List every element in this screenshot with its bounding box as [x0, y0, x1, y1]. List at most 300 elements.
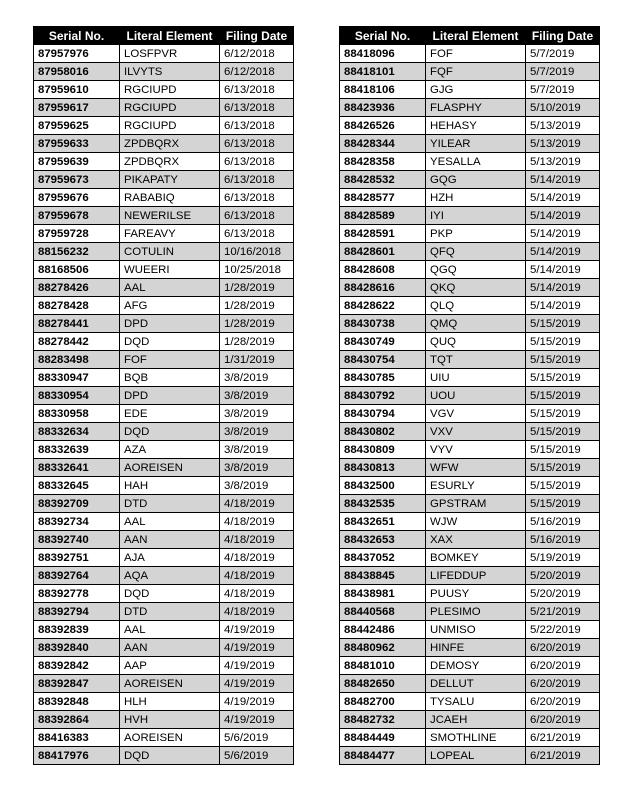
literal-element-cell: HAH [120, 477, 220, 495]
serial-no-cell: 88430749 [340, 333, 426, 351]
literal-element-cell: VGV [426, 405, 526, 423]
table-row [340, 315, 600, 333]
filing-date-cell: 5/14/2019 [526, 225, 600, 243]
filing-date-cell: 5/15/2019 [526, 405, 600, 423]
serial-no-cell: 88482650 [340, 675, 426, 693]
filing-date-cell: 5/14/2019 [526, 189, 600, 207]
literal-element-cell: AAP [120, 657, 220, 675]
table-row [340, 333, 600, 351]
filing-date-cell: 5/7/2019 [526, 63, 600, 81]
serial-no-cell: 88392864 [34, 711, 120, 729]
serial-no-cell: 88278441 [34, 315, 120, 333]
table-row [34, 297, 294, 315]
filing-date-cell: 5/7/2019 [526, 81, 600, 99]
filing-date-cell: 4/19/2019 [220, 621, 294, 639]
filing-date-cell: 5/7/2019 [526, 45, 600, 63]
filing-date-cell: 6/21/2019 [526, 729, 600, 747]
table-row [340, 297, 600, 315]
literal-element-cell: AJA [120, 549, 220, 567]
literal-element-cell: AOREISEN [120, 675, 220, 693]
table-row [34, 225, 294, 243]
literal-element-cell: AFG [120, 297, 220, 315]
filing-date-cell: 6/13/2018 [220, 117, 294, 135]
serial-no-cell: 88428591 [340, 225, 426, 243]
table-row [340, 747, 600, 765]
literal-element-cell: LOPEAL [426, 747, 526, 765]
table-row [340, 603, 600, 621]
serial-no-cell: 87957976 [34, 45, 120, 63]
literal-element-cell: RGCIUPD [120, 117, 220, 135]
literal-element-cell: AOREISEN [120, 459, 220, 477]
serial-no-cell: 87959617 [34, 99, 120, 117]
literal-element-cell: HZH [426, 189, 526, 207]
serial-no-cell: 87959676 [34, 189, 120, 207]
table-row [34, 441, 294, 459]
filing-date-cell: 5/15/2019 [526, 495, 600, 513]
literal-element-cell: DTD [120, 495, 220, 513]
serial-no-cell: 88482732 [340, 711, 426, 729]
literal-element-cell: BOMKEY [426, 549, 526, 567]
table-row [34, 711, 294, 729]
filing-date-cell: 4/18/2019 [220, 513, 294, 531]
filings-table-left [33, 26, 294, 765]
serial-no-cell: 88278442 [34, 333, 120, 351]
serial-no-cell: 88430792 [340, 387, 426, 405]
table-row [34, 261, 294, 279]
filing-date-cell: 5/20/2019 [526, 585, 600, 603]
literal-element-cell: ILVYTS [120, 63, 220, 81]
table-row [34, 117, 294, 135]
serial-no-cell: 88392847 [34, 675, 120, 693]
serial-no-cell: 88428532 [340, 171, 426, 189]
serial-no-cell: 88430785 [340, 369, 426, 387]
literal-element-cell: ZPDBQRX [120, 153, 220, 171]
table-row [340, 99, 600, 117]
serial-no-cell: 88437052 [340, 549, 426, 567]
serial-no-cell: 88278426 [34, 279, 120, 297]
filing-date-cell: 4/19/2019 [220, 639, 294, 657]
filing-date-cell: 3/8/2019 [220, 405, 294, 423]
literal-element-cell: DELLUT [426, 675, 526, 693]
table-row [34, 639, 294, 657]
serial-no-cell: 88432653 [340, 531, 426, 549]
literal-element-cell: AAN [120, 639, 220, 657]
filing-date-cell: 6/20/2019 [526, 675, 600, 693]
table-row [34, 387, 294, 405]
table-row [34, 63, 294, 81]
literal-element-cell: DQD [120, 333, 220, 351]
filing-date-cell: 5/6/2019 [220, 729, 294, 747]
filing-date-cell: 5/15/2019 [526, 441, 600, 459]
serial-no-cell: 88480962 [340, 639, 426, 657]
table-row [34, 99, 294, 117]
table-row [340, 261, 600, 279]
table-row [340, 351, 600, 369]
filing-date-cell: 5/14/2019 [526, 207, 600, 225]
filing-date-cell: 1/28/2019 [220, 279, 294, 297]
literal-element-cell: RGCIUPD [120, 99, 220, 117]
serial-no-cell: 88392848 [34, 693, 120, 711]
filing-date-cell: 4/19/2019 [220, 657, 294, 675]
serial-no-cell: 87958016 [34, 63, 120, 81]
filing-date-cell: 5/22/2019 [526, 621, 600, 639]
literal-element-cell: PLESIMO [426, 603, 526, 621]
filing-date-cell: 5/16/2019 [526, 513, 600, 531]
literal-element-cell: AAL [120, 513, 220, 531]
table-row [34, 747, 294, 765]
filing-date-cell: 4/18/2019 [220, 495, 294, 513]
serial-no-cell: 87959610 [34, 81, 120, 99]
literal-element-cell: IYI [426, 207, 526, 225]
table-row [340, 63, 600, 81]
literal-element-cell: TYSALU [426, 693, 526, 711]
filing-date-cell: 6/13/2018 [220, 99, 294, 117]
literal-element-cell: PKP [426, 225, 526, 243]
literal-element-cell: QFQ [426, 243, 526, 261]
table-row [34, 243, 294, 261]
table-row [34, 45, 294, 63]
literal-element-cell: VYV [426, 441, 526, 459]
serial-no-cell: 88392839 [34, 621, 120, 639]
table-row [340, 459, 600, 477]
filing-date-cell: 1/28/2019 [220, 333, 294, 351]
serial-no-cell: 88423936 [340, 99, 426, 117]
serial-no-cell: 88168506 [34, 261, 120, 279]
literal-element-cell: WFW [426, 459, 526, 477]
filing-date-cell: 5/15/2019 [526, 459, 600, 477]
table-row [340, 279, 600, 297]
filing-date-cell: 3/8/2019 [220, 369, 294, 387]
table-row [340, 711, 600, 729]
literal-element-cell: GPSTRAM [426, 495, 526, 513]
literal-element-cell: FLASPHY [426, 99, 526, 117]
serial-no-cell: 88428608 [340, 261, 426, 279]
literal-element-cell: AAN [120, 531, 220, 549]
serial-no-cell: 88392709 [34, 495, 120, 513]
table-row [340, 639, 600, 657]
serial-no-cell: 88428589 [340, 207, 426, 225]
serial-no-cell: 88332645 [34, 477, 120, 495]
table-row [34, 675, 294, 693]
table-row [340, 45, 600, 63]
table-row [34, 477, 294, 495]
serial-no-cell: 88428577 [340, 189, 426, 207]
serial-no-cell: 88428622 [340, 297, 426, 315]
serial-no-cell: 88430754 [340, 351, 426, 369]
table-row [34, 603, 294, 621]
filing-date-cell: 5/14/2019 [526, 171, 600, 189]
table-row [340, 153, 600, 171]
literal-element-cell: HINFE [426, 639, 526, 657]
serial-no-cell: 88392764 [34, 567, 120, 585]
table-row [340, 495, 600, 513]
literal-element-cell: DPD [120, 315, 220, 333]
literal-element-cell: ZPDBQRX [120, 135, 220, 153]
serial-no-cell: 88156232 [34, 243, 120, 261]
literal-element-cell: LOSFPVR [120, 45, 220, 63]
serial-no-cell: 88438845 [340, 567, 426, 585]
literal-element-cell: PUUSY [426, 585, 526, 603]
table-row [34, 135, 294, 153]
literal-element-cell: QLQ [426, 297, 526, 315]
filing-date-cell: 10/16/2018 [220, 243, 294, 261]
table-row [340, 81, 600, 99]
filing-date-cell: 5/15/2019 [526, 333, 600, 351]
table-row [34, 351, 294, 369]
table-row [340, 549, 600, 567]
filing-date-cell: 10/25/2018 [220, 261, 294, 279]
serial-no-cell: 87959625 [34, 117, 120, 135]
filing-date-cell: 6/12/2018 [220, 63, 294, 81]
table-row [340, 405, 600, 423]
serial-no-cell: 88428358 [340, 153, 426, 171]
filing-date-cell: 5/14/2019 [526, 297, 600, 315]
filing-date-cell: 5/14/2019 [526, 243, 600, 261]
literal-element-cell: DEMOSY [426, 657, 526, 675]
table-row [34, 171, 294, 189]
filing-date-cell: 5/15/2019 [526, 423, 600, 441]
serial-no-cell: 88430794 [340, 405, 426, 423]
serial-no-cell: 87959633 [34, 135, 120, 153]
literal-element-cell: COTULIN [120, 243, 220, 261]
literal-element-cell: LIFEDDUP [426, 567, 526, 585]
literal-element-cell: YILEAR [426, 135, 526, 153]
filing-date-cell: 3/8/2019 [220, 459, 294, 477]
serial-no-cell: 87959678 [34, 207, 120, 225]
literal-element-cell: GJG [426, 81, 526, 99]
filing-date-cell: 4/18/2019 [220, 603, 294, 621]
serial-no-cell: 88430738 [340, 315, 426, 333]
table-row [340, 531, 600, 549]
table-row [34, 207, 294, 225]
literal-element-header: Literal Element [426, 27, 526, 45]
serial-no-cell: 88330958 [34, 405, 120, 423]
table-row [34, 567, 294, 585]
serial-no-cell: 88392740 [34, 531, 120, 549]
table-row [34, 333, 294, 351]
table-row [340, 369, 600, 387]
filing-date-cell: 6/13/2018 [220, 171, 294, 189]
filing-date-cell: 5/14/2019 [526, 279, 600, 297]
serial-no-cell: 87959639 [34, 153, 120, 171]
table-row [340, 657, 600, 675]
serial-no-cell: 88432535 [340, 495, 426, 513]
table-row [34, 423, 294, 441]
filings-table-right [339, 26, 600, 765]
filing-date-cell: 6/13/2018 [220, 225, 294, 243]
table-row [34, 405, 294, 423]
literal-element-cell: AZA [120, 441, 220, 459]
filing-date-cell: 5/21/2019 [526, 603, 600, 621]
filing-date-cell: 4/19/2019 [220, 711, 294, 729]
literal-element-cell: AAL [120, 279, 220, 297]
table-row [340, 387, 600, 405]
literal-element-cell: VXV [426, 423, 526, 441]
literal-element-header: Literal Element [120, 27, 220, 45]
table-row [34, 531, 294, 549]
serial-no-cell: 88432500 [340, 477, 426, 495]
serial-no-cell: 88418096 [340, 45, 426, 63]
filing-date-cell: 1/28/2019 [220, 315, 294, 333]
filing-date-cell: 4/19/2019 [220, 693, 294, 711]
filing-date-cell: 6/20/2019 [526, 639, 600, 657]
table-row [340, 477, 600, 495]
serial-no-cell: 88330947 [34, 369, 120, 387]
filing-date-cell: 5/15/2019 [526, 369, 600, 387]
literal-element-cell: QKQ [426, 279, 526, 297]
literal-element-cell: EDE [120, 405, 220, 423]
filing-date-cell: 3/8/2019 [220, 387, 294, 405]
literal-element-cell: PIKAPATY [120, 171, 220, 189]
literal-element-cell: HEHASY [426, 117, 526, 135]
table-row [340, 441, 600, 459]
table-row [34, 315, 294, 333]
filing-date-cell: 6/13/2018 [220, 135, 294, 153]
serial-no-cell: 88432651 [340, 513, 426, 531]
table-row [340, 585, 600, 603]
serial-no-cell: 88392734 [34, 513, 120, 531]
serial-no-cell: 88484477 [340, 747, 426, 765]
filing-date-cell: 6/13/2018 [220, 153, 294, 171]
filing-date-cell: 5/15/2019 [526, 351, 600, 369]
filing-date-cell: 5/13/2019 [526, 117, 600, 135]
table-row [34, 279, 294, 297]
serial-no-cell: 88278428 [34, 297, 120, 315]
literal-element-cell: AAL [120, 621, 220, 639]
literal-element-cell: TQT [426, 351, 526, 369]
serial-no-cell: 88332639 [34, 441, 120, 459]
serial-no-cell: 88283498 [34, 351, 120, 369]
filing-date-cell: 5/15/2019 [526, 387, 600, 405]
table-row [340, 207, 600, 225]
serial-no-cell: 88332634 [34, 423, 120, 441]
serial-no-cell: 88392794 [34, 603, 120, 621]
literal-element-cell: DQD [120, 423, 220, 441]
serial-no-cell: 88440568 [340, 603, 426, 621]
filing-date-cell: 1/28/2019 [220, 297, 294, 315]
filing-date-cell: 6/20/2019 [526, 693, 600, 711]
table-row [34, 153, 294, 171]
table-row [340, 171, 600, 189]
literal-element-cell: AQA [120, 567, 220, 585]
serial-no-cell: 88430809 [340, 441, 426, 459]
literal-element-cell: RABABIQ [120, 189, 220, 207]
literal-element-cell: UNMISO [426, 621, 526, 639]
filing-date-cell: 5/19/2019 [526, 549, 600, 567]
literal-element-cell: SMOTHLINE [426, 729, 526, 747]
serial-no-cell: 88426526 [340, 117, 426, 135]
serial-no-cell: 88481010 [340, 657, 426, 675]
literal-element-cell: FOF [120, 351, 220, 369]
filing-date-cell: 5/10/2019 [526, 99, 600, 117]
literal-element-cell: HLH [120, 693, 220, 711]
filing-date-cell: 6/13/2018 [220, 81, 294, 99]
table-row [34, 657, 294, 675]
filing-date-cell: 5/20/2019 [526, 567, 600, 585]
literal-element-cell: GQG [426, 171, 526, 189]
table-row [340, 567, 600, 585]
filing-date-cell: 6/13/2018 [220, 207, 294, 225]
table-row [34, 189, 294, 207]
table-row [34, 369, 294, 387]
serial-no-cell: 88330954 [34, 387, 120, 405]
literal-element-cell: WJW [426, 513, 526, 531]
serial-no-cell: 88416383 [34, 729, 120, 747]
filing-date-cell: 3/8/2019 [220, 477, 294, 495]
serial-no-cell: 88417976 [34, 747, 120, 765]
table-row [340, 675, 600, 693]
filing-date-header: Filing Date [220, 27, 294, 45]
table-row [34, 693, 294, 711]
header-row [340, 27, 600, 45]
serial-no-cell: 88418106 [340, 81, 426, 99]
filing-date-cell: 4/18/2019 [220, 585, 294, 603]
filing-date-header: Filing Date [526, 27, 600, 45]
serial-no-cell: 88430813 [340, 459, 426, 477]
filing-date-cell: 5/13/2019 [526, 153, 600, 171]
table-row [34, 585, 294, 603]
table-row [34, 459, 294, 477]
table-row [340, 423, 600, 441]
serial-no-header: Serial No. [340, 27, 426, 45]
table-row [34, 621, 294, 639]
literal-element-cell: RGCIUPD [120, 81, 220, 99]
literal-element-cell: FOF [426, 45, 526, 63]
serial-no-cell: 88428601 [340, 243, 426, 261]
serial-no-cell: 88482700 [340, 693, 426, 711]
filing-date-cell: 5/13/2019 [526, 135, 600, 153]
filing-date-cell: 5/15/2019 [526, 477, 600, 495]
filing-date-cell: 6/20/2019 [526, 711, 600, 729]
filing-date-cell: 6/12/2018 [220, 45, 294, 63]
table-row [340, 117, 600, 135]
literal-element-cell: BQB [120, 369, 220, 387]
serial-no-cell: 88442486 [340, 621, 426, 639]
literal-element-cell: UOU [426, 387, 526, 405]
literal-element-cell: DQD [120, 747, 220, 765]
filing-date-cell: 4/19/2019 [220, 675, 294, 693]
table-row [340, 225, 600, 243]
serial-no-header: Serial No. [34, 27, 120, 45]
filing-date-cell: 6/20/2019 [526, 657, 600, 675]
table-row [340, 693, 600, 711]
literal-element-cell: HVH [120, 711, 220, 729]
serial-no-cell: 88428344 [340, 135, 426, 153]
serial-no-cell: 88438981 [340, 585, 426, 603]
filing-date-cell: 5/6/2019 [220, 747, 294, 765]
filing-date-cell: 4/18/2019 [220, 567, 294, 585]
table-row [340, 729, 600, 747]
serial-no-cell: 88428616 [340, 279, 426, 297]
literal-element-cell: JCAEH [426, 711, 526, 729]
serial-no-cell: 87959673 [34, 171, 120, 189]
serial-no-cell: 88484449 [340, 729, 426, 747]
literal-element-cell: NEWERILSE [120, 207, 220, 225]
table-row [340, 135, 600, 153]
literal-element-cell: DQD [120, 585, 220, 603]
literal-element-cell: FAREAVY [120, 225, 220, 243]
table-row [34, 549, 294, 567]
serial-no-cell: 88392778 [34, 585, 120, 603]
literal-element-cell: QGQ [426, 261, 526, 279]
literal-element-cell: DPD [120, 387, 220, 405]
filing-date-cell: 4/18/2019 [220, 549, 294, 567]
header-row [34, 27, 294, 45]
serial-no-cell: 88418101 [340, 63, 426, 81]
filing-date-cell: 5/16/2019 [526, 531, 600, 549]
literal-element-cell: YESALLA [426, 153, 526, 171]
filing-date-cell: 5/15/2019 [526, 315, 600, 333]
